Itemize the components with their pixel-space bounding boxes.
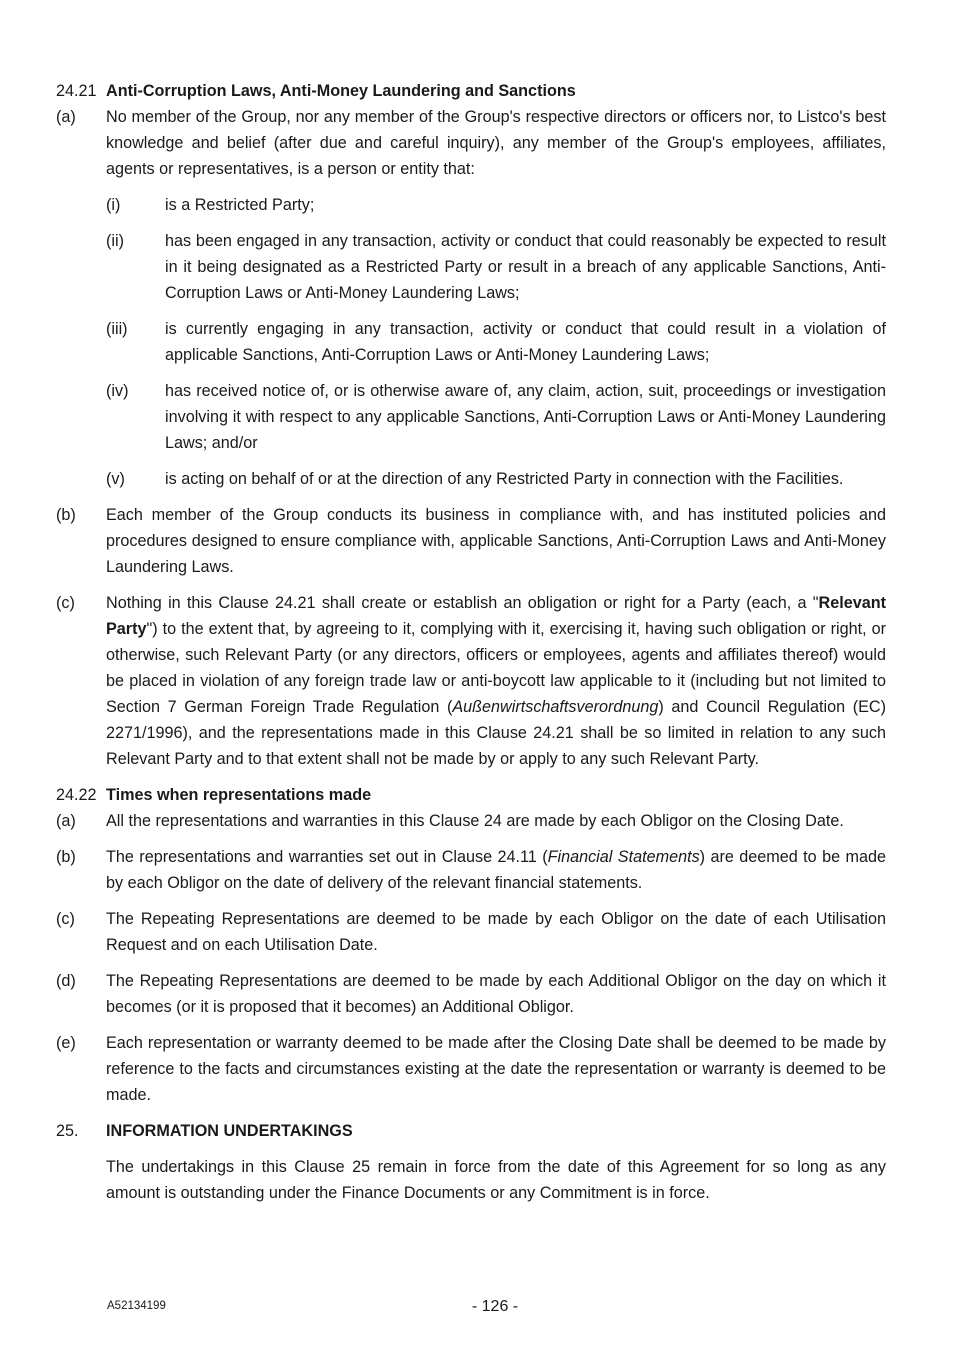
clause-label: (b)	[56, 848, 76, 866]
section-number: 24.21	[56, 82, 97, 100]
section-heading-24-22	[56, 782, 886, 808]
sub-clause-v	[106, 466, 886, 492]
clause-24-22-a	[56, 808, 886, 834]
italic-term: Financial Statements	[547, 848, 700, 866]
clause-text	[106, 844, 886, 896]
clause-label: (b)	[56, 506, 76, 524]
section-25-intro	[56, 1154, 886, 1206]
text-run: ) are deemed to be made by each Obligor on the date of delivery of the relevant financial statements.	[106, 848, 886, 892]
sub-clause-label: (iii)	[106, 320, 128, 338]
clause-label: (c)	[56, 910, 75, 928]
sub-clause-i	[106, 192, 886, 218]
section-heading-25	[56, 1118, 886, 1144]
text-run: ") to the extent that, by agreeing to it, complying with it, exercising it, having such obligation or right, or otherwise, such Relevant Party (or any directors, officers or employees, agents and affiliates thereof) would be placed in violation of any foreign trade law or anti-boycott law applicable to it (including but not limited to Section 7 German Foreign Trade Regulation (	[106, 620, 886, 716]
clause-label: (a)	[56, 812, 76, 830]
clause-text	[106, 590, 886, 772]
clause-text: No member of the Group, nor any member of the Group's respective directors or officers nor, to Listco's best knowledge and belief (after due and careful inquiry), any member of the Group's employees, affiliates, agents or representatives, is a person or entity that:	[106, 108, 886, 178]
sub-clause-text: is currently engaging in any transaction, activity or conduct that could result in a violation of applicable Sanctions, Anti-Corruption Laws or Anti-Money Laundering Laws;	[165, 320, 886, 364]
text-run: Nothing in this Clause 24.21 shall create or establish an obligation or right for a Party (each, a "	[106, 594, 819, 612]
sub-clause-label: (i)	[106, 196, 121, 214]
sub-clause-text: has been engaged in any transaction, activity or conduct that could reasonably be expected to result in it being designated as a Restricted Party or result in a breach of any applicable Sanctions, Anti-Corruption Laws or Anti-Money Laundering Laws;	[165, 232, 886, 302]
sub-clause-label: (iv)	[106, 382, 129, 400]
clause-24-22-d	[56, 968, 886, 1020]
defined-term: Relevant Party	[106, 594, 886, 638]
text-run: ) and Council Regulation (EC) 2271/1996), and the representations made in this Clause 24.21 shall be so limited in relation to any such Relevant Party and to that extent shall not be made by or apply to any such Relevant Party.	[106, 698, 886, 768]
clause-text: All the representations and warranties in this Clause 24 are made by each Obligor on the Closing Date.	[106, 812, 844, 830]
clause-24-22-e	[56, 1030, 886, 1108]
clause-text: Each member of the Group conducts its business in compliance with, and has instituted policies and procedures designed to ensure compliance with, applicable Sanctions, Anti-Corruption Laws and Anti-Money Laundering Laws.	[106, 506, 886, 576]
section-title: INFORMATION UNDERTAKINGS	[106, 1122, 353, 1140]
clause-text: The Repeating Representations are deemed to be made by each Obligor on the date of each Utilisation Request and on each Utilisation Date.	[106, 910, 886, 954]
text-run: The representations and warranties set out in Clause 24.11 (	[106, 848, 548, 866]
document-id: A52134199	[107, 1300, 166, 1312]
section-heading-24-21	[56, 78, 886, 104]
sub-clause-ii	[106, 228, 886, 306]
clause-24-21-a	[56, 104, 886, 182]
clause-24-21-b	[56, 502, 886, 580]
sub-clause-text: is a Restricted Party;	[165, 196, 315, 214]
clause-text: Each representation or warranty deemed to be made after the Closing Date shall be deemed to be made by reference to the facts and circumstances existing at the date the representation or warranty is deemed to be made.	[106, 1034, 886, 1104]
sub-clause-label: (ii)	[106, 232, 124, 250]
sub-clause-text: has received notice of, or is otherwise aware of, any claim, action, suit, proceedings or investigation involving it with respect to any applicable Sanctions, Anti-Corruption Laws or Anti-Money Laundering Laws; and/or	[165, 382, 886, 452]
clause-label: (a)	[56, 108, 76, 126]
section-title: Anti-Corruption Laws, Anti-Money Laundering and Sanctions	[106, 82, 576, 100]
sub-clause-iii	[106, 316, 886, 368]
document-page	[56, 78, 886, 1206]
section-title: Times when representations made	[106, 786, 372, 804]
clause-24-21-c	[56, 590, 886, 772]
clause-24-22-b	[56, 844, 886, 896]
sub-clause-iv	[106, 378, 886, 456]
clause-label: (d)	[56, 972, 76, 990]
clause-label: (e)	[56, 1034, 76, 1052]
page-number: - 126 -	[471, 1298, 519, 1315]
sub-clause-text: is acting on behalf of or at the direction of any Restricted Party in connection with the Facilities.	[165, 470, 844, 488]
section-intro-text: The undertakings in this Clause 25 remain in force from the date of this Agreement for so long as any amount is outstanding under the Finance Documents or any Commitment is in force.	[106, 1158, 886, 1202]
clause-24-22-c	[56, 906, 886, 958]
section-number: 24.22	[56, 786, 97, 804]
section-number: 25.	[56, 1122, 79, 1140]
sub-clause-label: (v)	[106, 470, 125, 488]
clause-label: (c)	[56, 594, 75, 612]
italic-term: Außenwirtschaftsverordnung	[452, 698, 659, 716]
clause-text: The Repeating Representations are deemed to be made by each Additional Obligor on the day on which it becomes (or it is proposed that it becomes) an Additional Obligor.	[106, 972, 886, 1016]
